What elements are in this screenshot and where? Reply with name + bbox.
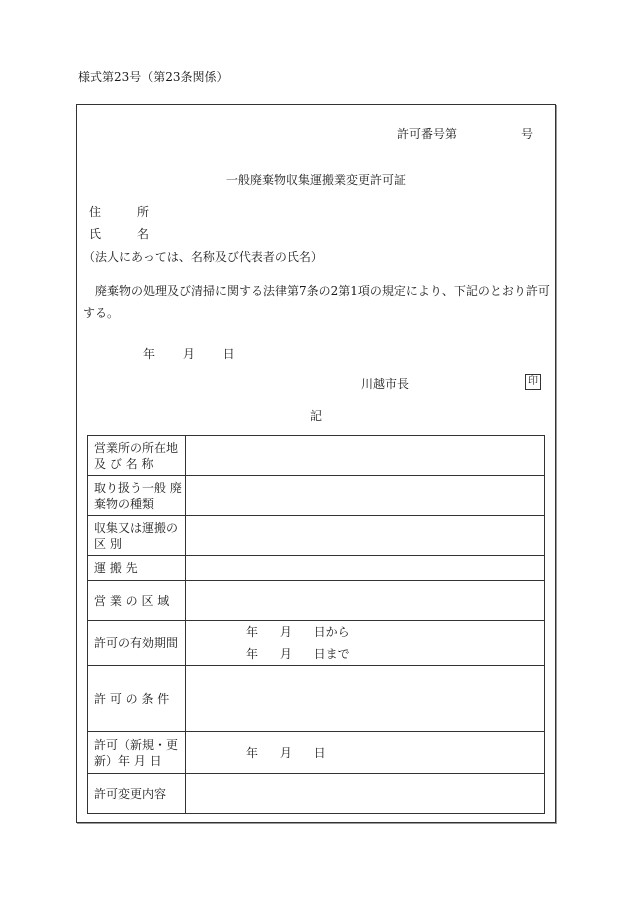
table-row: [88, 476, 545, 516]
certificate-frame: [76, 104, 556, 823]
body-text: 廃棄物の処理及び清掃に関する法律第7条の2第1項の規定により、下記のとおり許可する。: [83, 284, 550, 320]
row-value[interactable]: [186, 621, 545, 666]
permit-number-suffix: 号: [521, 127, 534, 141]
permit-number-prefix: 許可番号第: [397, 127, 458, 141]
row-label: 許可の有効期間: [88, 621, 186, 666]
row-label: 運 搬 先: [88, 556, 186, 581]
row-value[interactable]: [186, 436, 545, 476]
table-row: [88, 581, 545, 621]
address-label-char: 住: [89, 205, 102, 219]
row-value[interactable]: [186, 581, 545, 621]
address-label-char: 所: [137, 205, 150, 219]
ki-heading: 記: [309, 409, 322, 423]
row-label: 許 可 の 条 件: [88, 666, 186, 732]
name-label-char: 名: [137, 227, 150, 241]
row-value[interactable]: [186, 556, 545, 581]
valid-until: 年 月 日まで: [246, 647, 350, 661]
address-label: [89, 203, 185, 220]
table-row: [88, 732, 545, 774]
table-row: [88, 436, 545, 476]
row-label: 許可（新規・更 新）年 月 日: [88, 732, 186, 774]
row-value[interactable]: [186, 476, 545, 516]
permit-date: 年 月 日: [246, 745, 326, 760]
form-reference: 様式第23号（第23条関係）: [78, 70, 229, 84]
details-table: [87, 435, 545, 814]
table-row: [88, 516, 545, 556]
row-label: 許可変更内容: [88, 774, 186, 814]
table-row: [88, 621, 545, 666]
issue-date: 年 月 日: [143, 347, 235, 361]
valid-from: 年 月 日から: [246, 625, 350, 639]
row-value[interactable]: [186, 774, 545, 814]
row-label: 収集又は運搬の 区 別: [88, 516, 186, 556]
certificate-title: 一般廃棄物収集運搬業変更許可証: [225, 173, 406, 187]
row-value[interactable]: [186, 516, 545, 556]
table-row: [88, 666, 545, 732]
row-value[interactable]: [186, 666, 545, 732]
row-label: 営業所の所在地 及 び 名 称: [88, 436, 186, 476]
table-row: [88, 774, 545, 814]
row-label: 営 業 の 区 域: [88, 581, 186, 621]
corporate-note: （法人にあっては、名称及び代表者の氏名）: [83, 250, 323, 264]
row-label: 取り扱う一般 廃棄物の種類: [88, 476, 186, 516]
permit-number: [397, 125, 533, 142]
row-value[interactable]: [186, 732, 545, 774]
name-label: [89, 225, 185, 242]
issuer-name: 川越市長: [361, 377, 410, 391]
seal-mark: 印: [525, 374, 541, 390]
name-label-char: 氏: [89, 227, 102, 241]
table-row: [88, 556, 545, 581]
